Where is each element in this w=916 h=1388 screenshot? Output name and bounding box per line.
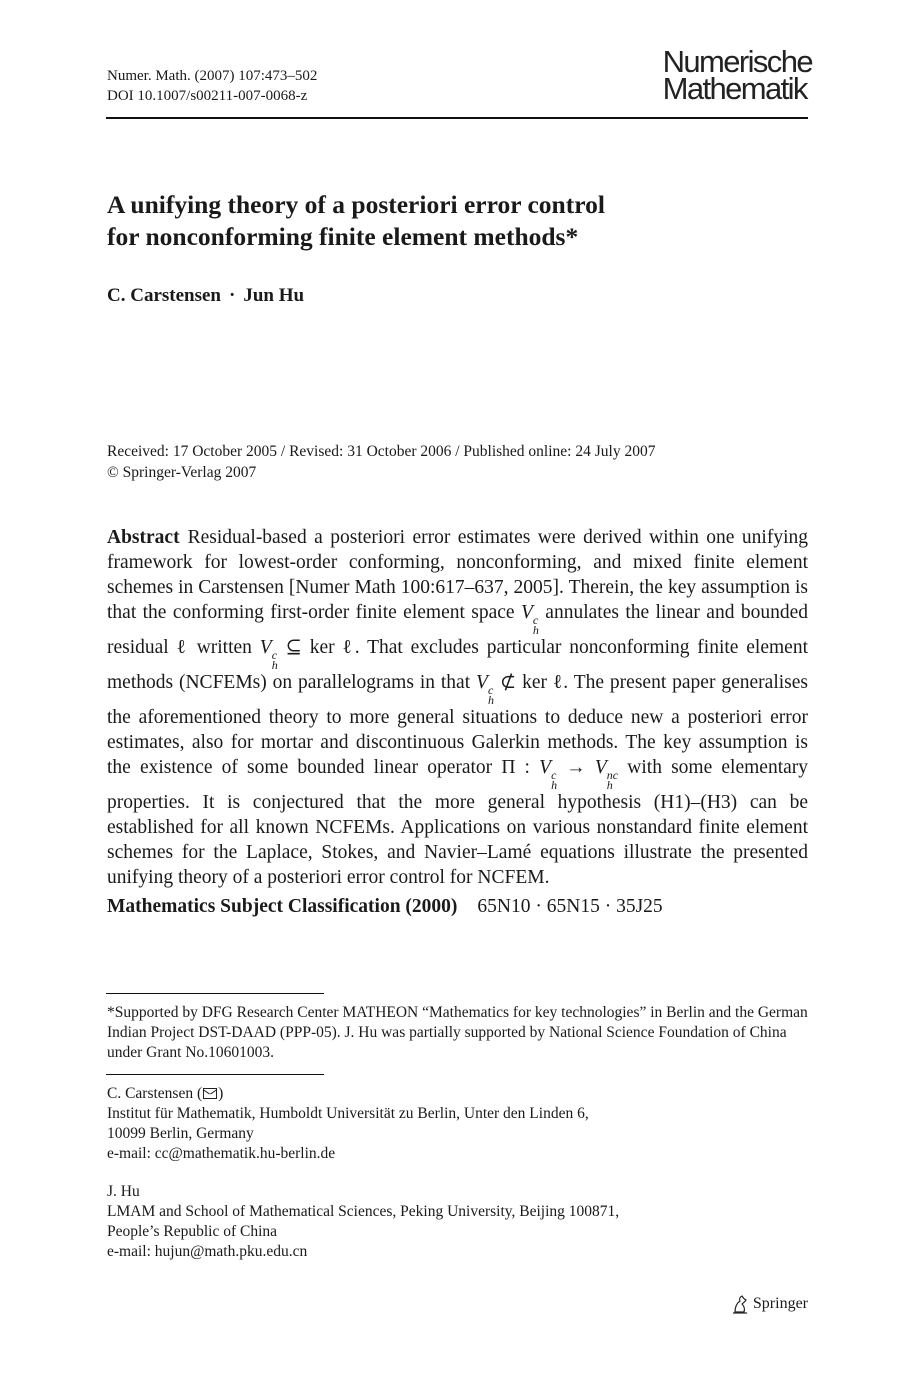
- msc-classification: [107, 896, 663, 918]
- footnote-rule: [106, 993, 324, 994]
- abstract-text: annulates the linear and bounded residual ℓ written: [107, 602, 809, 658]
- abstract-text: with some elementary properties. It is conjectured that the more general hypothesis (H1)–(H3) can be established for all known NCFEMs. Applications on various nonstandard finite element schemes for the Laplace, Stokes, and Navier–Lamé equations illustrate the presented unifying theory of a posteriori error control for NCFEM.: [107, 757, 809, 888]
- journal-logo: [662, 44, 812, 106]
- paper-title: [107, 189, 807, 253]
- journal-logo-line1: Numerische: [662, 44, 812, 79]
- msc-codes: 65N10 · 65N15 · 35J25: [477, 896, 663, 917]
- email: e-mail: hujun@math.pku.edu.cn: [107, 1243, 308, 1260]
- author-name: Jun Hu: [243, 285, 305, 306]
- math-symbol: V: [259, 637, 272, 658]
- math-supsub: nc h: [606, 768, 619, 792]
- abstract-text: ⊄ ker ℓ. The present paper generalises the aforementioned theory to more general situations to deduce new a posteriori error estimates, also for mortar and discontinuous Galerkin methods. The key assumption is the existence of some bounded linear operator Π :: [107, 672, 808, 778]
- abstract-text: ⊆ ker ℓ. That excludes particular nonconforming finite element methods (NCFEMs) on parallelograms in that: [107, 637, 808, 693]
- math-symbol: V: [476, 672, 488, 693]
- author-address-1: [107, 1084, 589, 1164]
- header-rule: [106, 117, 808, 119]
- publication-dates: [107, 441, 655, 483]
- footnote: *Supported by DFG Research Center MATHEON “Mathematics for key technologies” in Berlin and the German Indian Project DST-DAAD (PPP-05). J. Hu was partially supported by National Science Foundation of China under Grant No.10601003.: [107, 1004, 808, 1061]
- copyright: © Springer-Verlag 2007: [107, 464, 257, 481]
- math-supsub: c h: [487, 683, 494, 707]
- dates-line: Received: 17 October 2005 / Revised: 31 October 2006 / Published online: 24 July 2007: [107, 443, 656, 460]
- author-address-2: [107, 1182, 619, 1262]
- abstract: [107, 525, 808, 890]
- abstract-text: →: [557, 757, 595, 778]
- citation-block: [107, 66, 317, 106]
- email: e-mail: cc@mathematik.hu-berlin.de: [107, 1145, 336, 1162]
- title-line-1: A unifying theory of a posteriori error control: [107, 190, 605, 219]
- doi: DOI 10.1007/s00211-007-0068-z: [107, 88, 308, 104]
- author-separator: ·: [229, 285, 236, 306]
- abstract-label: Abstract: [107, 527, 180, 548]
- address-line: People’s Republic of China: [107, 1223, 278, 1240]
- journal-logo-line2: Mathematik: [662, 71, 807, 106]
- msc-label: Mathematics Subject Classification (2000): [107, 896, 458, 917]
- citation: Numer. Math. (2007) 107:473–502: [107, 68, 318, 84]
- abstract-text: Residual-based a posteriori error estimates were derived within one unifying framework for lowest-order conforming, nonconforming, and mixed finite element schemes in Carstensen [Numer Math 100:617–637, 2005]. Therein, the key assumption is that the conforming first-order finite element space: [107, 527, 808, 623]
- math-supsub: c h: [532, 613, 539, 637]
- publisher-logo: [731, 1294, 808, 1314]
- envelope-icon: [203, 1088, 217, 1099]
- math-supsub: c h: [271, 648, 278, 672]
- math-supsub: c h: [551, 768, 558, 792]
- address-rule: [106, 1074, 324, 1075]
- math-symbol: V: [539, 757, 552, 778]
- address-line: LMAM and School of Mathematical Sciences, Peking University, Beijing 100871,: [107, 1203, 620, 1220]
- author-list: [107, 285, 304, 307]
- author-name: C. Carstensen: [107, 285, 221, 306]
- author-name: J. Hu: [107, 1183, 140, 1200]
- title-line-2: for nonconforming finite element methods*: [107, 222, 579, 251]
- corresponding-author: C. Carstensen ( ): [107, 1085, 224, 1102]
- math-symbol: V: [594, 757, 607, 778]
- address-line: Institut für Mathematik, Humboldt Universität zu Berlin, Unter den Linden 6,: [107, 1105, 589, 1122]
- math-symbol: V: [520, 602, 533, 623]
- address-line: 10099 Berlin, Germany: [107, 1125, 254, 1142]
- publisher-name: Springer: [752, 1295, 808, 1312]
- springer-horse-icon: [731, 1294, 749, 1314]
